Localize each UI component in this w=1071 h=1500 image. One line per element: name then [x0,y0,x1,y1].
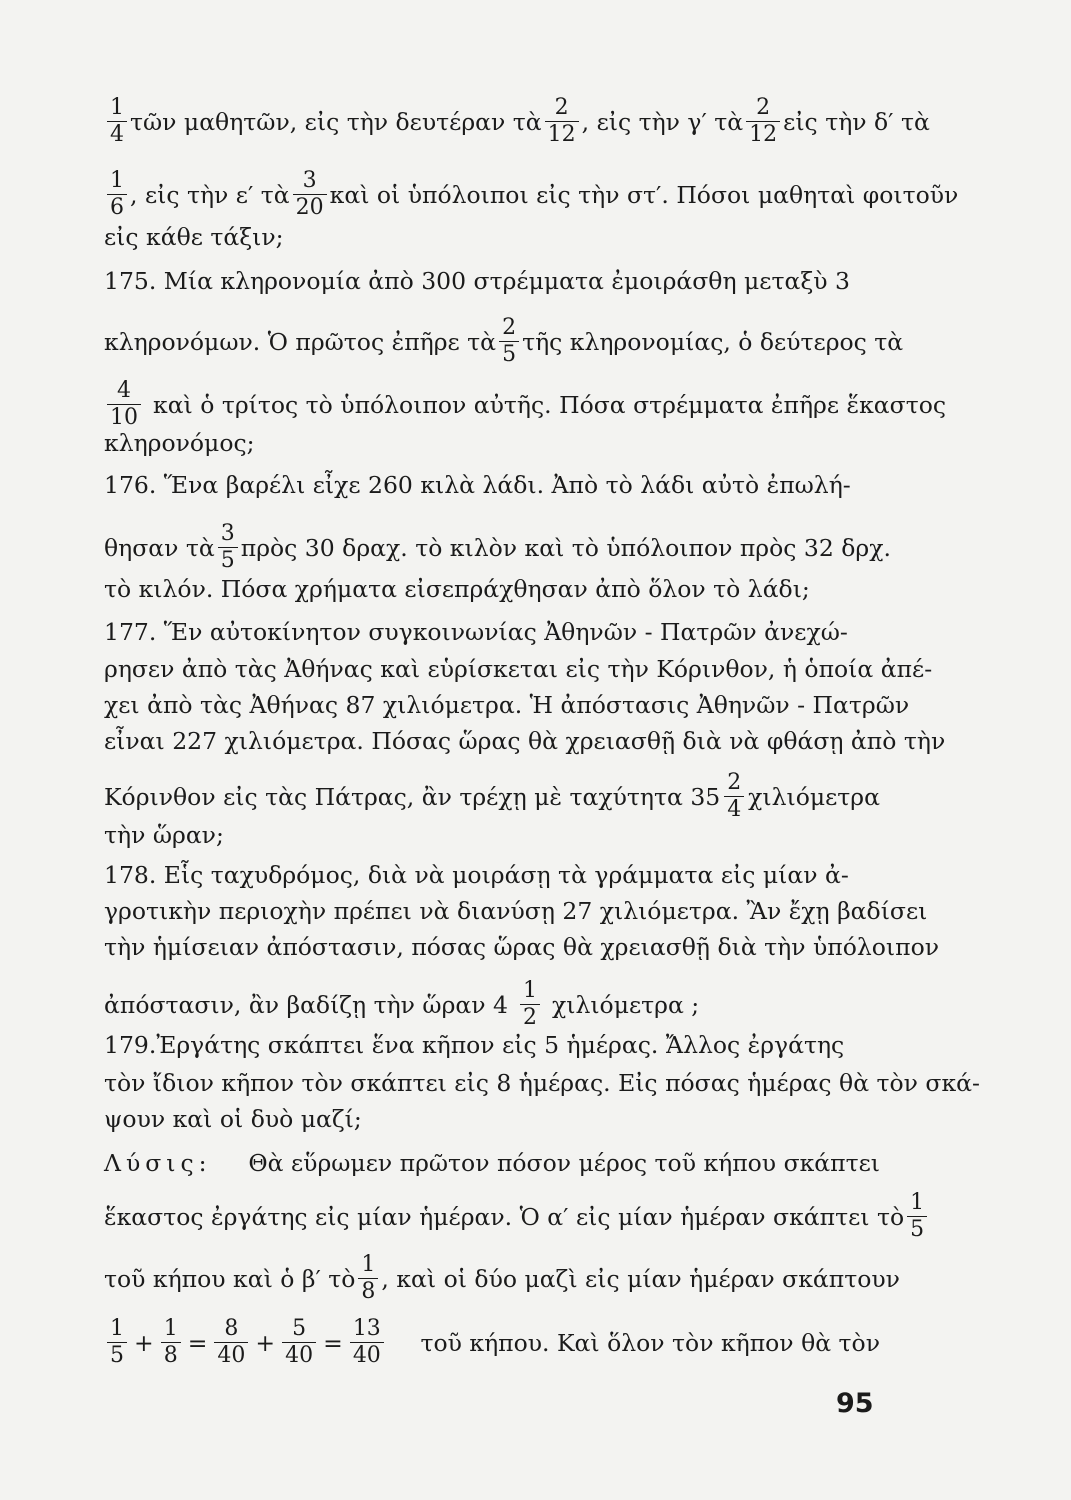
fraction: $\frac{8}{40}$ [214,1316,248,1369]
equals-sign: = [323,1328,343,1357]
text-span: ρησεν ἀπὸ τὰς Ἀθήνας καὶ εὑρίσκεται εἰς τὴν Κόρινθον, ἡ ὁποία ἀπέ- [104,655,933,683]
text-span: Κόρινθον εἰς τὰς Πάτρας, ἂν τρέχῃ μὲ ταχύτητα 35 [104,782,721,811]
solution-line [104,1148,880,1178]
text-line [104,378,947,431]
text-span: Θὰ εὕρωμεν πρῶτον πόσον μέρος τοῦ κήπου σκάπτει [248,1149,880,1177]
text-span: χιλιόμετρα ; [551,990,700,1019]
fraction: $\frac{4}{10}$ [107,378,141,431]
problem-178 [104,860,880,890]
text-span: τῆς κληρονομίας, ὁ δεύτερος τὰ [522,327,904,356]
text-span: χιλιόμετρα [748,782,880,811]
fraction: $\frac{2}{5}$ [499,315,519,368]
fraction: $\frac{2}{12}$ [746,95,780,148]
text-span: , εἰς τὴν ε′ τὰ [130,180,290,209]
text-line [104,654,933,684]
equals-sign: = [187,1328,208,1357]
text-line [104,1104,880,1134]
text-span: πρὸς 30 δραχ. τὸ κιλὸν καὶ τὸ ὑπόλοιπον πρὸς 32 δρχ. [240,533,891,562]
text-span: εἰς κάθε τάξιν; [104,223,284,251]
fraction: $\frac{1}{8}$ [161,1316,181,1369]
text-span: ἕκαστος ἐργάτης εἰς μίαν ἡμέραν. Ὁ α′ εἰς μίαν ἡμέραν σκάπτει τὸ [104,1202,905,1231]
text-span: ψουν καὶ οἱ δυὸ μαζί; [104,1105,362,1133]
fraction: $\frac{1}{8}$ [358,1252,378,1305]
solution-label: Λύσις: [104,1149,212,1177]
text-span: καὶ οἱ ὑπόλοιποι εἰς τὴν στ′. Πόσοι μαθηταὶ φοιτοῦν [329,180,959,209]
text-line [104,1252,900,1305]
fraction: $\frac{3}{5}$ [218,521,238,574]
text-span: , καὶ οἱ δύο μαζὶ εἰς μίαν ἡμέραν σκάπτουν [381,1264,900,1293]
fraction: $\frac{5}{40}$ [282,1316,316,1369]
fraction: $\frac{2}{12}$ [545,95,579,148]
fraction: $\frac{1}{6}$ [107,168,127,221]
text-line [104,770,880,823]
fraction: $\frac{1}{2}$ [520,978,540,1031]
equation [104,1316,387,1369]
text-span: τὴν ἡμίσειαν ἀπόστασιν, πόσας ὥρας θὰ χρειασθῇ διὰ τὴν ὑπόλοιπον [104,933,940,961]
text-span: 179.Ἐργάτης σκάπτει ἕνα κῆπον εἰς 5 ἡμέρας. Ἄλλος ἐργάτης [104,1031,845,1059]
text-span: τὴν ὥραν; [104,821,224,849]
text-line [104,222,880,252]
fraction: $\frac{13}{40}$ [350,1316,384,1369]
text-line [104,932,940,962]
equation-line [104,1316,880,1369]
fraction: $\frac{1}{4}$ [107,95,127,148]
text-line [104,690,910,720]
text-span: εἰς τὴν δ′ τὰ [783,107,930,136]
text-span: τὸν ἴδιον κῆπον τὸν σκάπτει εἰς 8 ἡμέρας. Εἰς πόσας ἡμέρας θὰ τὸν σκά- [104,1069,980,1097]
text-span: θησαν τὰ [104,533,215,562]
text-span: τῶν μαθητῶν, εἰς τὴν δευτέραν τὰ [130,107,542,136]
text-line [104,978,880,1031]
problem-179 [104,1030,880,1060]
text-span: 177. Ἕν αὐτοκίνητον συγκοινωνίας Ἀθηνῶν - Πατρῶν ἀνεχώ- [104,618,848,646]
text-line [104,820,880,850]
fraction: $\frac{1}{5}$ [107,1316,127,1369]
text-span: 178. Εἷς ταχυδρόμος, διὰ νὰ μοιράσῃ τὰ γράμματα εἰς μίαν ἀ- [104,861,849,889]
text-span: καὶ ὁ τρίτος τὸ ὑπόλοιπον αὐτῆς. Πόσα στρέμματα ἐπῆρε ἕκαστος [153,390,947,419]
text-line [104,95,930,148]
fraction: $\frac{2}{4}$ [724,770,744,823]
page-number: 95 [836,1388,874,1419]
problem-175 [104,266,880,296]
text-line [104,574,880,604]
problem-176 [104,470,880,500]
fraction: $\frac{3}{20}$ [293,168,327,221]
text-line [104,896,928,926]
text-span: 176. Ἕνα βαρέλι εἶχε 260 κιλὰ λάδι. Ἀπὸ τὸ λάδι αὐτὸ ἐπωλή- [104,471,851,499]
text-span: κληρονόμων. Ὁ πρῶτος ἐπῆρε τὰ [104,327,497,356]
plus-sign: + [134,1328,154,1357]
text-span: χει ἀπὸ τὰς Ἀθήνας 87 χιλιόμετρα. Ἡ ἀπόστασις Ἀθηνῶν - Πατρῶν [104,691,910,719]
text-span: ἀπόστασιν, ἂν βαδίζῃ τὴν ὥραν 4 [104,990,508,1019]
text-line [104,1190,925,1243]
text-span: τοῦ κήπου. Καὶ ὅλον τὸν κῆπον θὰ τὸν [420,1328,880,1357]
text-line [104,315,904,368]
text-span: γροτικὴν περιοχὴν πρέπει νὰ διανύσῃ 27 χιλιόμετρα. Ἂν ἔχῃ βαδίσει [104,897,928,925]
text-line [104,521,891,574]
fraction: $\frac{1}{5}$ [907,1190,927,1243]
text-line [104,428,880,458]
text-span: 175. Μία κληρονομία ἀπὸ 300 στρέμματα ἐμοιράσθη μεταξὺ 3 [104,267,850,295]
text-line [104,1068,980,1098]
text-span: , εἰς τὴν γ′ τὰ [581,107,744,136]
text-span: τὸ κιλόν. Πόσα χρήματα εἰσεπράχθησαν ἀπὸ ὅλον τὸ λάδι; [104,575,810,603]
text-span: εἶναι 227 χιλιόμετρα. Πόσας ὥρας θὰ χρειασθῇ διὰ νὰ φθάσῃ ἀπὸ τὴν [104,727,946,755]
text-span: τοῦ κήπου καὶ ὁ β′ τὸ [104,1264,356,1293]
problem-177 [104,617,880,647]
text-line [104,726,946,756]
text-line [104,168,959,221]
text-span: κληρονόμος; [104,429,255,457]
plus-sign: + [255,1328,276,1357]
